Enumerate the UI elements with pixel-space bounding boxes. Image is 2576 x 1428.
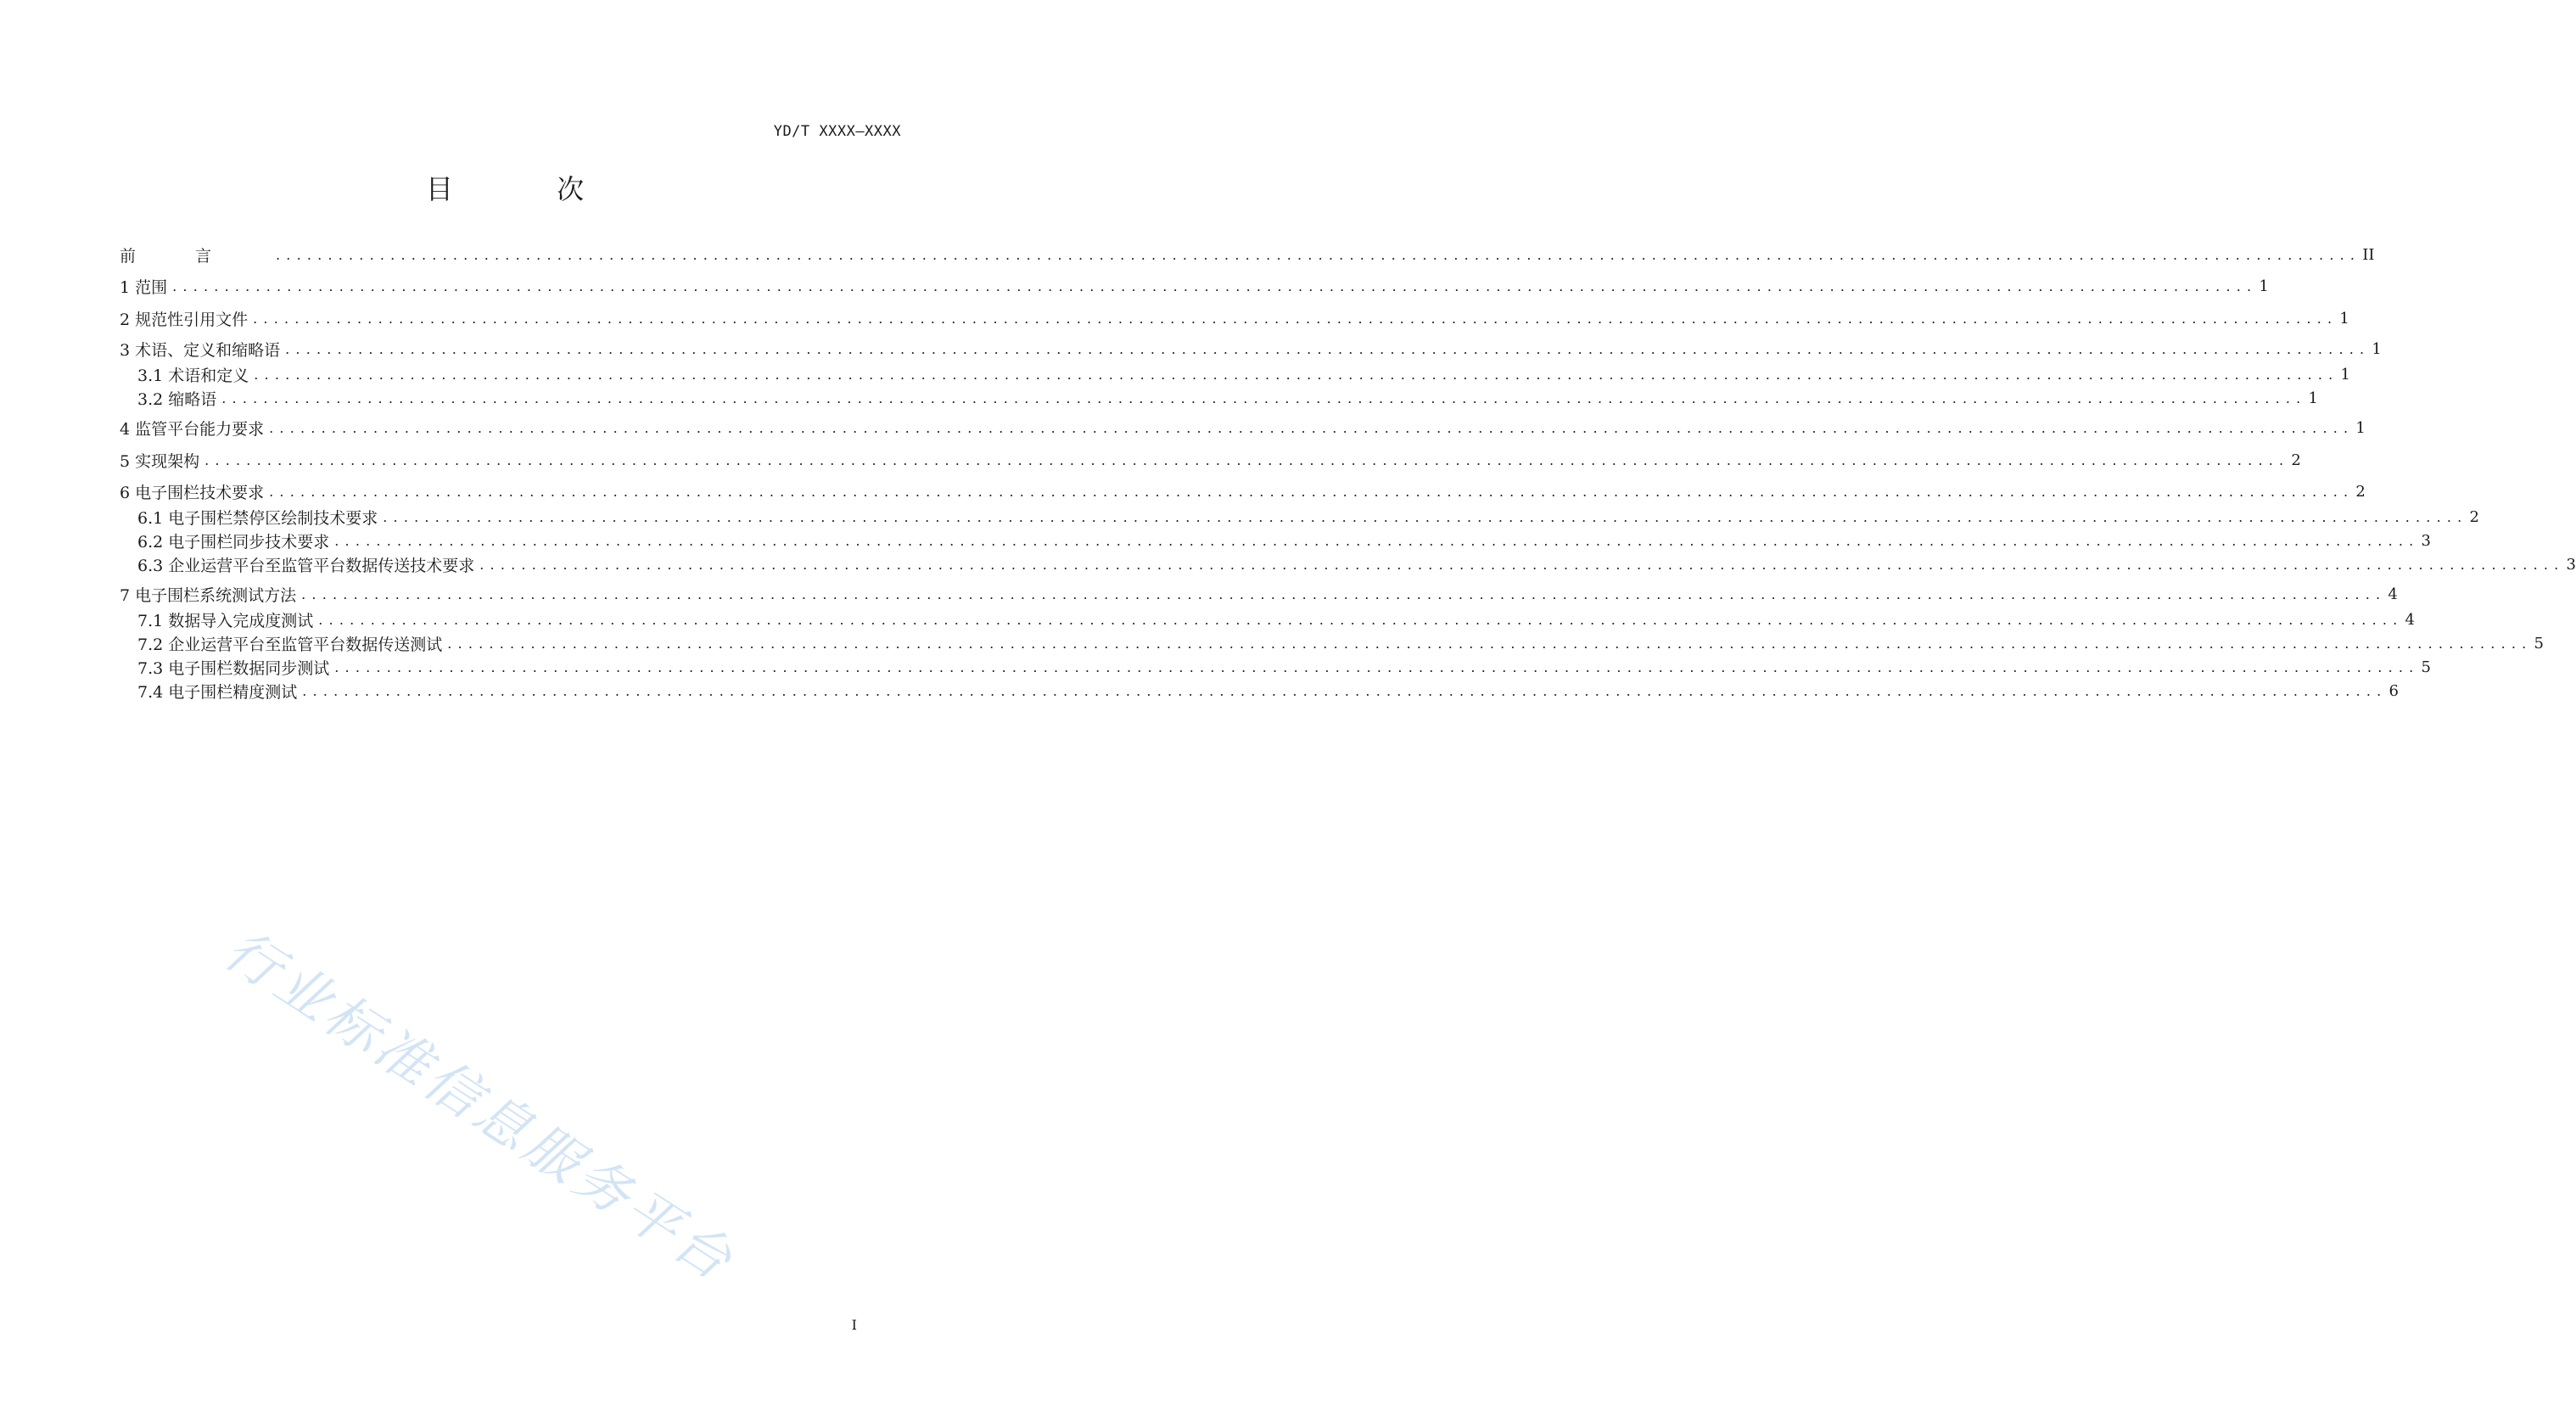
toc-entry-import-completeness-test[interactable]	[137, 608, 2415, 630]
toc-entry-architecture[interactable]	[120, 449, 2301, 471]
toc-leader-dots: ........................................................................................................................................................................................................	[318, 611, 2404, 628]
toc-entry-page: 3	[2566, 555, 2576, 574]
toc-entry-data-transfer-requirements[interactable]	[137, 553, 2576, 575]
toc-entry-terms-definitions[interactable]	[137, 363, 2350, 385]
toc-entry-label: 7.4 电子围栏精度测试	[137, 682, 298, 702]
toc-leader-dots: ........................................................................................................................................................................................................	[447, 635, 2533, 652]
toc-leader-dots: ........................................................................................................................................................................................................	[334, 658, 2420, 675]
toc-leader-dots: ........................................................................................................................................................................................................	[285, 340, 2371, 357]
toc-entry-page: 4	[2388, 585, 2398, 603]
toc-entry-label: 1 范围	[120, 277, 168, 297]
toc-entry-label: 6.1 电子围栏禁停区绘制技术要求	[137, 508, 378, 528]
toc-entry-page: 2	[2469, 507, 2479, 526]
toc-entry-label: 7.3 电子围栏数据同步测试	[137, 658, 330, 678]
toc-leader-dots: ........................................................................................................................................................................................................	[301, 585, 2387, 602]
toc-entry-page: 3	[2421, 531, 2431, 550]
toc-entry-label: 3.1 术语和定义	[137, 366, 249, 385]
toc-entry-data-sync-test[interactable]	[137, 656, 2431, 678]
toc-leader-dots: ........................................................................................................................................................................................................	[276, 246, 2361, 263]
toc-leader-dots: ........................................................................................................................................................................................................	[253, 310, 2338, 327]
toc-leader-dots: ........................................................................................................................................................................................................	[172, 277, 2258, 294]
toc-entry-page: 1	[2259, 277, 2269, 295]
toc-entry-abbreviations[interactable]	[137, 387, 2318, 409]
toc-leader-dots: ........................................................................................................................................................................................................	[269, 483, 2355, 500]
toc-entry-no-parking-zone-drawing[interactable]	[137, 506, 2479, 528]
watermark: 行业标准信息服务平台	[213, 918, 746, 1295]
toc-entry-page: 1	[2339, 309, 2349, 328]
toc-entry-label: 前言	[120, 246, 272, 266]
toc-entry-label: 5 实现架构	[120, 451, 200, 471]
toc-entry-scope[interactable]	[120, 275, 2269, 297]
page-title: 目 次	[425, 173, 632, 205]
toc-entry-page: 4	[2405, 610, 2415, 629]
document-code: YD/T XXXX—XXXX	[773, 123, 901, 140]
toc-entry-normative-references[interactable]	[120, 307, 2349, 329]
toc-entry-preface[interactable]	[120, 244, 2375, 266]
toc-leader-dots: ........................................................................................................................................................................................................	[254, 366, 2339, 383]
toc-entry-label: 7.2 企业运营平台至监管平台数据传送测试	[137, 635, 443, 654]
toc-entry-fence-sync[interactable]	[137, 529, 2431, 552]
toc-entry-label: 3 术语、定义和缩略语	[120, 340, 281, 360]
toc-entry-page: 5	[2421, 658, 2431, 676]
toc-entry-page: 6	[2388, 681, 2399, 700]
toc-entry-page: 2	[2291, 451, 2301, 469]
toc-entry-label: 4 监管平台能力要求	[120, 419, 265, 439]
toc-entry-precision-test[interactable]	[137, 680, 2399, 702]
toc-entry-label: 7.1 数据导入完成度测试	[137, 611, 314, 630]
toc-entry-label: 6 电子围栏技术要求	[120, 483, 265, 502]
toc-entry-test-methods[interactable]	[120, 583, 2398, 605]
toc-entry-label: 6.3 企业运营平台至监管平台数据传送技术要求	[137, 556, 475, 575]
toc-entry-page: 1	[2340, 365, 2350, 384]
toc-entry-page: 1	[2308, 389, 2318, 407]
toc-entry-page: 1	[2355, 418, 2366, 437]
toc-leader-dots: ........................................................................................................................................................................................................	[221, 389, 2307, 406]
toc-entry-platform-requirements[interactable]	[120, 417, 2366, 439]
toc-entry-page: 2	[2355, 482, 2366, 501]
toc-entry-label: 6.2 电子围栏同步技术要求	[137, 532, 330, 552]
toc-entry-label: 3.2 缩略语	[137, 389, 217, 409]
toc-leader-dots: ........................................................................................................................................................................................................	[479, 556, 2565, 573]
page-number: I	[851, 1317, 857, 1333]
toc-entry-terms[interactable]	[120, 338, 2382, 360]
toc-leader-dots: ........................................................................................................................................................................................................	[334, 532, 2420, 549]
toc-entry-fence-technical-requirements[interactable]	[120, 480, 2366, 502]
table-of-contents	[120, 0, 2576, 1428]
toc-leader-dots: ........................................................................................................................................................................................................	[269, 419, 2355, 436]
toc-entry-page: II	[2362, 245, 2375, 264]
toc-entry-page: 1	[2372, 339, 2382, 358]
toc-leader-dots: ........................................................................................................................................................................................................	[302, 682, 2388, 699]
toc-leader-dots: ........................................................................................................................................................................................................	[204, 451, 2290, 468]
toc-leader-dots: ........................................................................................................................................................................................................	[383, 508, 2468, 525]
toc-entry-label: 2 规范性引用文件	[120, 310, 249, 329]
toc-entry-data-transfer-test[interactable]	[137, 632, 2544, 654]
toc-entry-label: 7 电子围栏系统测试方法	[120, 585, 297, 605]
toc-entry-page: 5	[2534, 634, 2544, 652]
